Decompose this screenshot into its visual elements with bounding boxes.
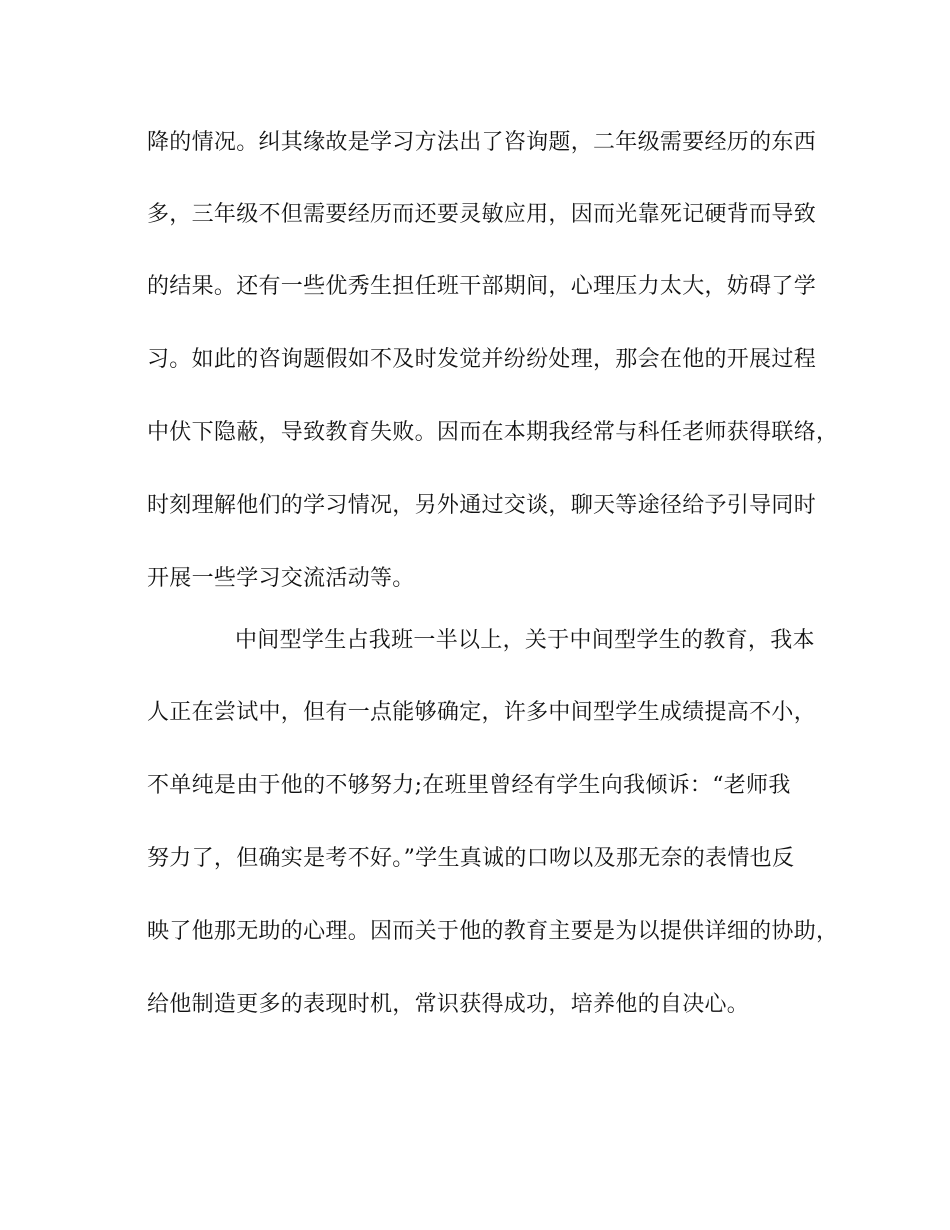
paragraph-first-line: 中间型学生占我班一半以上，关于中间型学生的教育，我本 — [235, 628, 815, 653]
text-line: 的结果。还有一些优秀生担任班干部期间，心理压力太大，妨碍了学 — [147, 274, 817, 299]
text-line: 给他制造更多的表现时机，常识获得成功，培养他的自决心。 — [147, 992, 750, 1017]
text-line: 映了他那无助的心理。因而关于他的教育主要是为以提供详细的协助， — [147, 919, 839, 944]
text-line: 降的情况。纠其缘故是学习方法出了咨询题，二年级需要经历的东西 — [147, 130, 817, 155]
text-line: 努力了，但确实是考不好。”学生真诚的口吻以及那无奈的表情也反 — [147, 846, 795, 871]
text-line: 人正在尝试中，但有一点能够确定，许多中间型学生成绩提高不小， — [147, 700, 817, 725]
text-line: 习。如此的咨询题假如不及时发觉并纷纷处理，那会在他的开展过程 — [147, 347, 817, 372]
text-line: 中伏下隐蔽，导致教育失败。因而在本期我经常与科任老师获得联络， — [147, 420, 839, 445]
text-line: 不单纯是由于他的不够努力;在班里曾经有学生向我倾诉：“老师我 — [147, 773, 791, 798]
text-line: 时刻理解他们的学习情况，另外通过交谈，聊天等途径给予引导同时 — [147, 493, 817, 518]
text-line: 多，三年级不但需要经历而还要灵敏应用，因而光靠死记硬背而导致 — [147, 202, 817, 227]
text-line: 开展一些学习交流活动等。 — [147, 566, 415, 591]
